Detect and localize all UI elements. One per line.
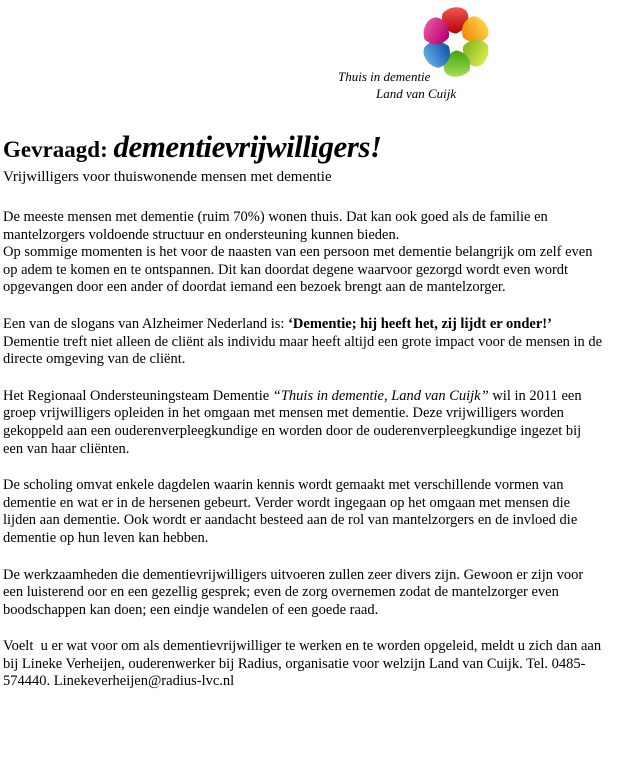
contact-text: Voelt u er wat voor om als dementievrijwilliger te werken en te worden opgeleid, meldt u zich dan aan bij Lineke Verheijen, ouderenwerker bij Radius, organisatie voor welzijn Land van Cuijk. Tel.	[3, 638, 605, 672]
paragraph-intro-b: Op sommige momenten is het voor de naasten van een persoon met dementie belangrijk om zelf even op adem te komen en te ontspannen. Dit kan doordat degene waarvoor gezorgd wordt even wordt opgevangen door een ander of doordat iemand een bezoek brengt aan de mantelzorger.	[3, 244, 597, 296]
logo-caption-line1: Thuis in dementie	[338, 69, 431, 84]
team-post: wil in 2011 een groep vrijwilligers opleiden in het omgaan met mensen met dementie. Deze vrijwilligers worden gekoppeld aan een ouderenverpleegkundige en worden door de ouderenverpleegkundige ingezet bij een van haar cliënten.	[3, 387, 586, 457]
team-pre: Het Regionaal Ondersteuningsteam Dementie	[3, 387, 273, 404]
headline-prefix: Gevraagd:	[3, 137, 114, 162]
logo-caption	[336, 68, 516, 102]
headline-emphasis: dementievrijwilligers!	[113, 129, 382, 164]
paragraph-training: De scholing omvat enkele dagdelen waarin kennis wordt gemaakt met verschillende vormen van dementie en wat er in de hersenen gebeurt. Verder wordt ingegaan op het omgaan met mensen die lijden aan dementie. Ook wordt er aandacht besteed aan de rol van mantelzorgers en de invloed die dementie op hun leven kan hebben.	[3, 477, 581, 546]
slogan-post: Dementie treft niet alleen de cliënt als individu maar heeft altijd een grote impact voor de mensen in de directe omgeving van de cliënt.	[3, 315, 606, 368]
document-body	[3, 129, 606, 710]
logo	[336, 0, 516, 102]
paragraph-slogan	[3, 315, 606, 369]
logo-caption-line2: Land van Cuijk	[376, 86, 457, 101]
page-subtitle: Vrijwilligers voor thuiswonende mensen met dementie	[3, 169, 332, 185]
contact-separator: .	[46, 673, 54, 690]
paragraph-team	[3, 388, 603, 458]
page-title	[3, 130, 603, 167]
slogan-pre: Een van de slogans van Alzheimer Nederland is:	[3, 315, 289, 332]
paragraph-activities: De werkzaamheden die dementievrijwilligers uitvoeren zullen zeer divers zijn. Gewoon er zijn voor een luisterend oor en een gezellig gesprek; even de zorg overnemen zodat de mantelzorger even boodschappen kan doen; een eindje wandelen of een goede raad.	[3, 566, 587, 618]
paragraph-intro-a: De meeste mensen met dementie (ruim 70%) wonen thuis. Dat kan ook goed als de familie en mantelzorgers voldoende structuur en ondersteuning kunnen bieden.	[3, 209, 552, 243]
slogan-quote: ‘Dementie; hij heeft het, zij lijdt er onder!’	[288, 315, 552, 332]
paragraph-contact	[3, 638, 603, 691]
contact-email: Linekeverheijen@radius-lvc.nl	[53, 673, 235, 690]
contact-phone: 0485-574440	[3, 655, 586, 690]
team-name: “Thuis in dementie, Land van Cuijk”	[272, 387, 489, 404]
